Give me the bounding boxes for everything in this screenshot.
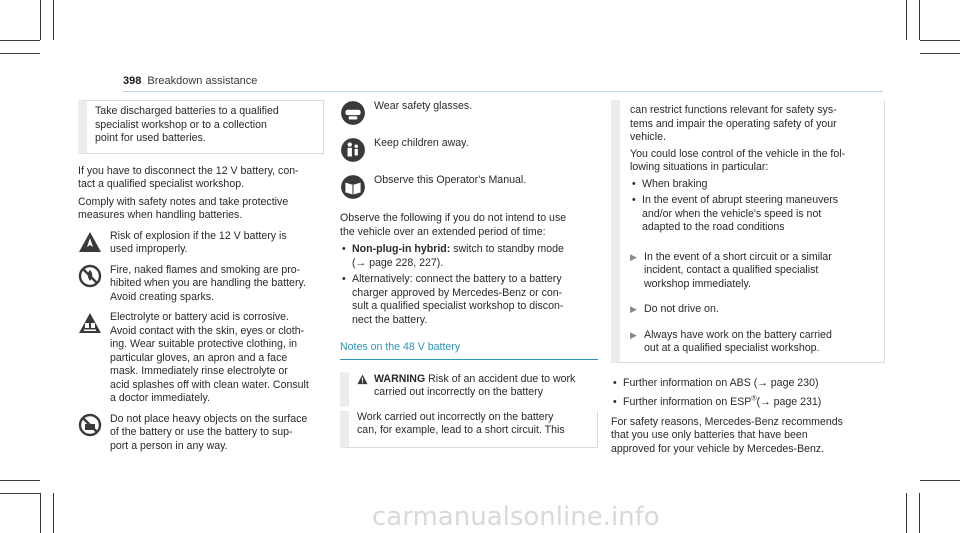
corrosive-warning-icon [78, 311, 102, 335]
crop-mark [0, 53, 40, 54]
column-1 [78, 100, 324, 460]
column-3 [611, 100, 885, 460]
list-item: • Alternatively: connect the battery to a battery charger approved by Mercedes-Benz or con- sult a qualified specialist workshop to discon- nect the battery. [340, 273, 598, 327]
warning-content: Work carried out incorrectly on the battery can, for example, lead to a short circuit. This [340, 411, 598, 448]
list-item: • Further information on ABS (→ page 230) [611, 377, 885, 391]
action-step: ▶ Always have work on the battery carried out at a qualified specialist workshop. [630, 328, 832, 354]
paragraph: If you have to disconnect the 12 V battery, con- tact a qualified specialist workshop. [78, 164, 299, 190]
no-fire-row: Fire, naked flames and smoking are pro- hibited when you are handling the battery. Avoid creating sparks. [78, 264, 324, 305]
paragraph: Observe the following if you do not intend to use the vehicle over an extended period of time: [340, 212, 567, 238]
bullet-list [340, 243, 598, 327]
crop-mark [53, 493, 54, 533]
crop-mark [920, 40, 960, 41]
operators-manual-row: Observe this Operator's Manual. [340, 174, 598, 200]
paragraph: Comply with safety notes and take protective measures when handling batteries. [78, 195, 289, 221]
crop-mark [906, 0, 907, 40]
warning-label: WARNING [374, 372, 426, 385]
page-header [123, 75, 883, 91]
safety-glasses-row: Wear safety glasses. [340, 100, 598, 126]
page-number: 398 [123, 75, 142, 87]
no-load-icon [78, 413, 102, 437]
list-item: • Further information on ESP®(→ page 231) [611, 396, 885, 410]
header-divider [123, 91, 883, 92]
list-item: • Non-plug-in hybrid: switch to standby mode (→ page 228, 227). [340, 243, 598, 270]
crop-mark [0, 480, 40, 481]
environment-note [78, 100, 324, 154]
page-title: Breakdown assistance [147, 75, 258, 87]
action-step: ▶ Do not drive on. [630, 303, 719, 315]
explosion-warning-icon [78, 230, 102, 254]
crop-mark [0, 40, 40, 41]
warning-content-continued: can restrict functions relevant for safety sys- tems and impair the operating safety of your vehicle. You could lose control of the vehicle in the fol- lowing situations in particular: • When braking • In the event of abrupt steering maneuvers and/or when the vehicle's speed is not adapted to the road conditions ▶ In the event of a short circuit or a similar incident, contact a qualified specialist workshop immediately. ▶ Do not drive on. ▶ Always have work on the battery carried out at a qualified specialist workshop. [611, 100, 885, 363]
list-item: • When braking [630, 178, 876, 192]
explosion-warning-row: Risk of explosion if the 12 V battery is used improperly. [78, 230, 324, 257]
warning-triangle-icon [357, 374, 368, 385]
crop-mark [920, 480, 960, 481]
keep-children-away-row: Keep children away. [340, 137, 598, 163]
section-divider [340, 359, 598, 360]
keep-children-away-icon [340, 137, 366, 163]
column-2 [340, 100, 598, 448]
no-heavy-objects-row: Do not place heavy objects on the surface of the battery or use the battery to sup- port a person in any way. [78, 413, 324, 454]
bullet-list [611, 377, 885, 410]
step-arrow-icon: ▶ [630, 329, 637, 340]
crop-mark [0, 493, 40, 494]
safety-glasses-icon [340, 100, 366, 126]
bullet-list [630, 178, 876, 235]
watermark: carmanualsonline.info [372, 502, 660, 532]
section-heading: Notes on the 48 V battery [340, 341, 461, 353]
further-info [611, 377, 885, 457]
corrosive-warning-row: Electrolyte or battery acid is corrosive. Avoid contact with the skin, eyes or cloth- ing. Wear suitable protective clothing, in particular gloves, an apron and a face mask. Immediately rinse electrolyte or acid splashes off with clean water. Consult a doctor immediately. [78, 311, 324, 406]
warning-box: WARNING Risk of an accident due to work carried out incorrectly on the battery [340, 372, 598, 407]
action-step: ▶ In the event of a short circuit or a similar incident, contact a qualified specialist workshop immediately. [630, 250, 832, 290]
crop-mark [40, 493, 41, 533]
step-arrow-icon: ▶ [630, 304, 637, 314]
read-manual-icon [340, 174, 366, 200]
crop-mark [919, 0, 920, 40]
crop-mark [920, 53, 960, 54]
step-arrow-icon: ▶ [630, 251, 637, 262]
note-text: Take discharged batteries to a qualified specialist workshop or to a collection point for used batteries. [95, 105, 279, 144]
crop-mark [40, 0, 41, 40]
crop-mark [53, 0, 54, 40]
action-steps [630, 251, 876, 356]
no-open-flame-icon [78, 264, 102, 288]
list-item: • In the event of abrupt steering maneuvers and/or when the vehicle's speed is not adapted to the road conditions [630, 194, 876, 235]
paragraph: For safety reasons, Mercedes-Benz recommends that you use only batteries that have been approved for your vehicle by Mercedes-Benz. [611, 415, 843, 455]
